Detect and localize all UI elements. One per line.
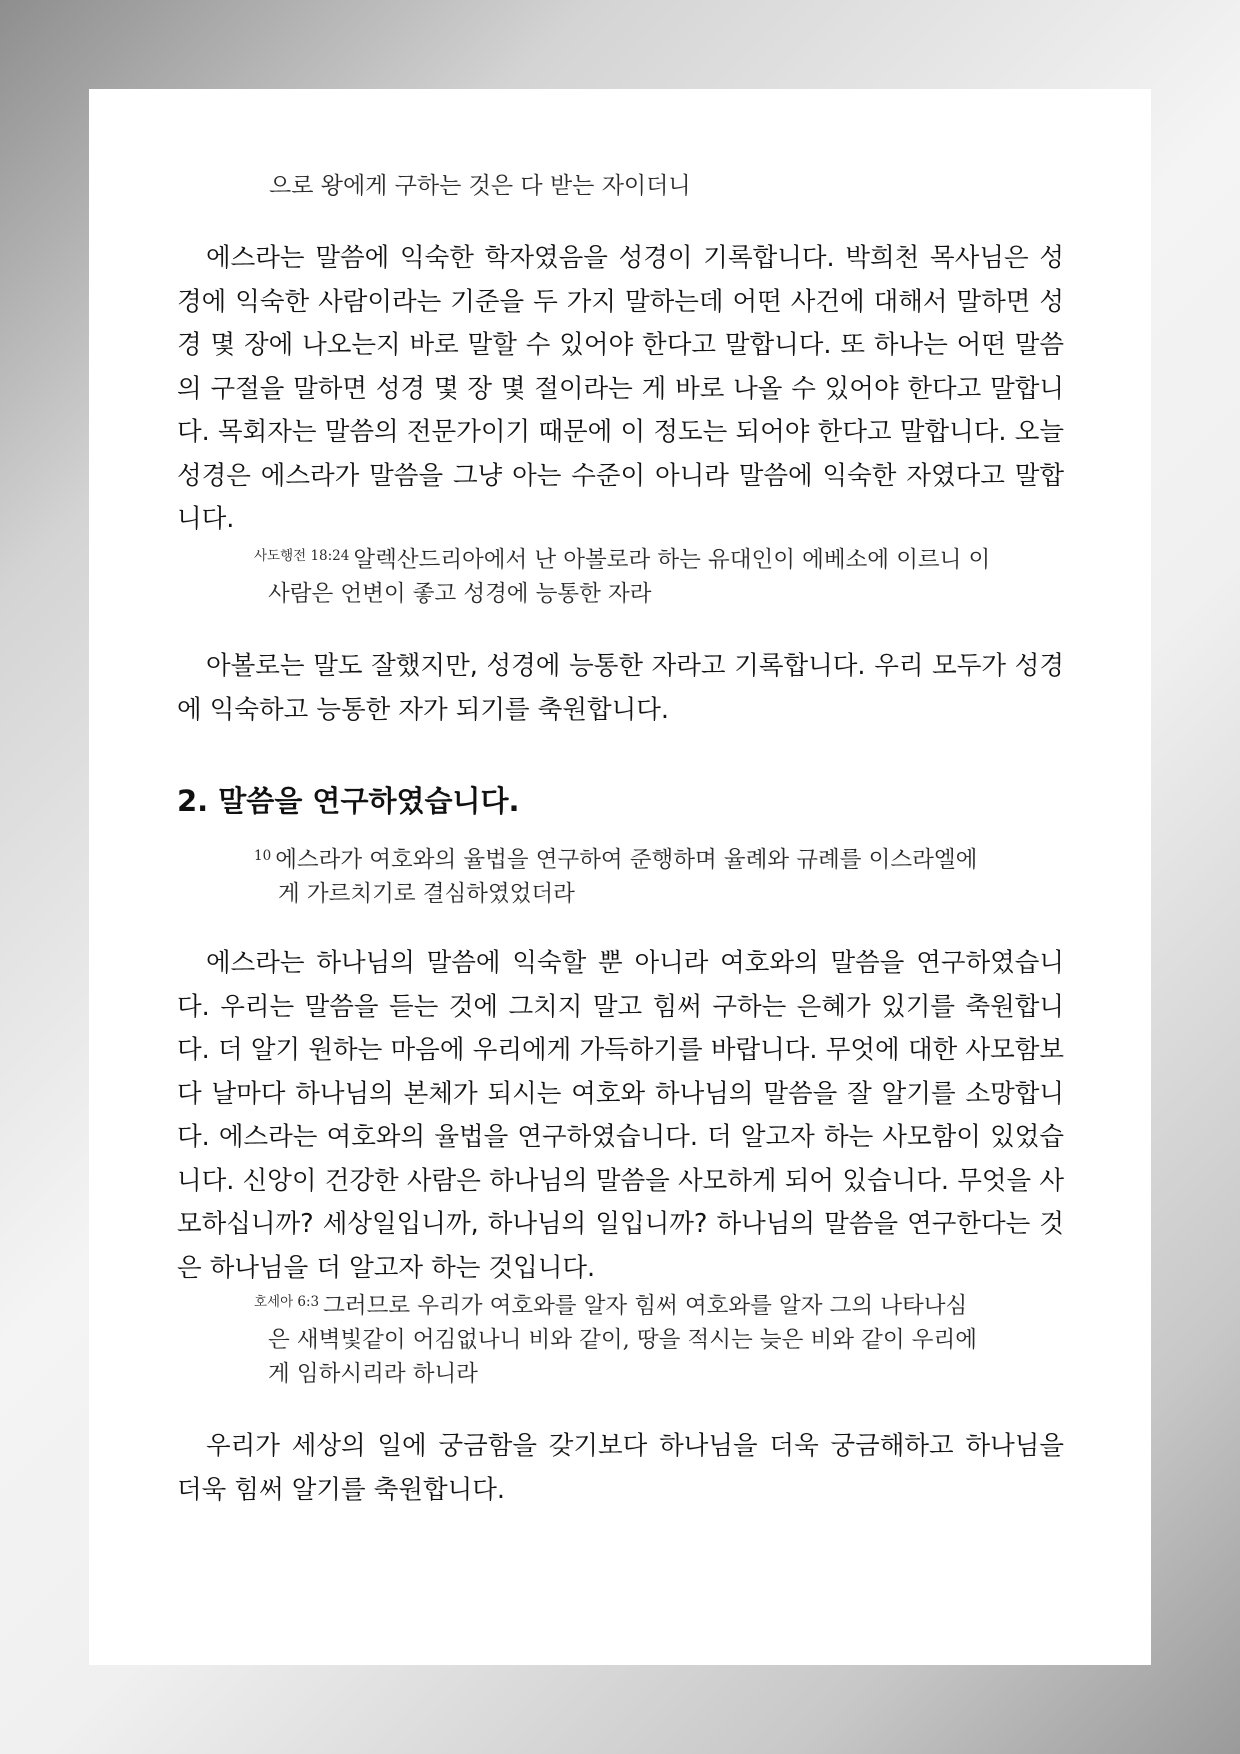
document-page: [89, 89, 1151, 1665]
verse-text: 알렉산드리아에서 난 아볼로라 하는 유대인이 에베소에 이르니 이: [353, 547, 991, 573]
verse-line-3: 게 임하시리라 하니라: [268, 1361, 478, 1387]
verse-reference: 사도행전 18:24: [254, 548, 350, 564]
verse-acts-18-24: [254, 539, 996, 611]
verse-text: 에스라가 여호와의 율법을 연구하여 준행하며 율례와 규례를 이스라엘에: [275, 847, 978, 873]
section-heading: 2. 말씀을 연구하였습니다.: [177, 784, 520, 818]
body-paragraph-3: 에스라는 하나님의 말씀에 익숙할 뿐 아니라 여호와의 말씀을 연구하였습니다. 우리는 말씀을 듣는 것에 그치지 말고 힘써 구하는 은혜가 있기를 축원합니다. 더 알기 원하는 마음에 우리에게 가득하기를 바랍니다. 무엇에 대한 사모함보다 날마다 하나님의 본체가 되시는 여호와 하나님의 말씀을 잘 알기를 소망합니다. 에스라는 여호와의 율법을 연구하였습니다. 더 알고자 하는 사모함이 있었습니다. 신앙이 건강한 사람은 하나님의 말씀을 사모하게 되어 있습니다. 무엇을 사모하십니까? 세상일입니까, 하나님의 일입니까? 하나님의 말씀을 연구한다는 것은 하나님을 더 알고자 하는 것입니다.: [177, 948, 1064, 1283]
verse-reference: 호세아 6:3: [254, 1294, 320, 1310]
verse-continuation: 으로 왕에게 구하는 것은 다 받는 자이더니: [269, 173, 691, 199]
verse-line-2: 은 새벽빛같이 어김없나니 비와 같이, 땅을 적시는 늦은 비와 같이 우리에: [268, 1327, 977, 1353]
verse-ezra-7-10: [254, 839, 996, 911]
body-paragraph-2: 아볼로는 말도 잘했지만, 성경에 능통한 자라고 기록합니다. 우리 모두가 성경에 익숙하고 능통한 자가 되기를 축원합니다.: [177, 651, 1064, 725]
body-paragraph-1: 에스라는 말씀에 익숙한 학자였음을 성경이 기록합니다. 박희천 목사님은 성경에 익숙한 사람이라는 기준을 두 가지 말하는데 어떤 사건에 대해서 말하면 성경 몇 장에 나오는지 바로 말할 수 있어야 한다고 말합니다. 또 하나는 어떤 말씀의 구절을 말하면 성경 몇 장 몇 절이라는 게 바로 나올 수 있어야 한다고 말합니다. 목회자는 말씀의 전문가이기 때문에 이 정도는 되어야 한다고 말합니다. 오늘 성경은 에스라가 말씀을 그냥 아는 수준이 아니라 말씀에 익숙한 자였다고 말합니다.: [177, 243, 1064, 534]
verse-line-1: [254, 1285, 996, 1323]
verse-reference: 10: [254, 848, 272, 864]
verse-line-2: 사람은 언변이 좋고 성경에 능통한 자라: [268, 581, 652, 607]
body-paragraph-4: 우리가 세상의 일에 궁금함을 갖기보다 하나님을 더욱 궁금해하고 하나님을 더욱 힘써 알기를 축원합니다.: [177, 1431, 1064, 1505]
verse-text: 그러므로 우리가 여호와를 알자 힘써 여호와를 알자 그의 나타나심: [323, 1293, 968, 1319]
verse-line-1: [254, 839, 996, 877]
verse-line-2: 게 가르치기로 결심하였었더라: [278, 881, 575, 907]
verse-hosea-6-3: [254, 1285, 996, 1391]
verse-line-1: [254, 539, 996, 577]
